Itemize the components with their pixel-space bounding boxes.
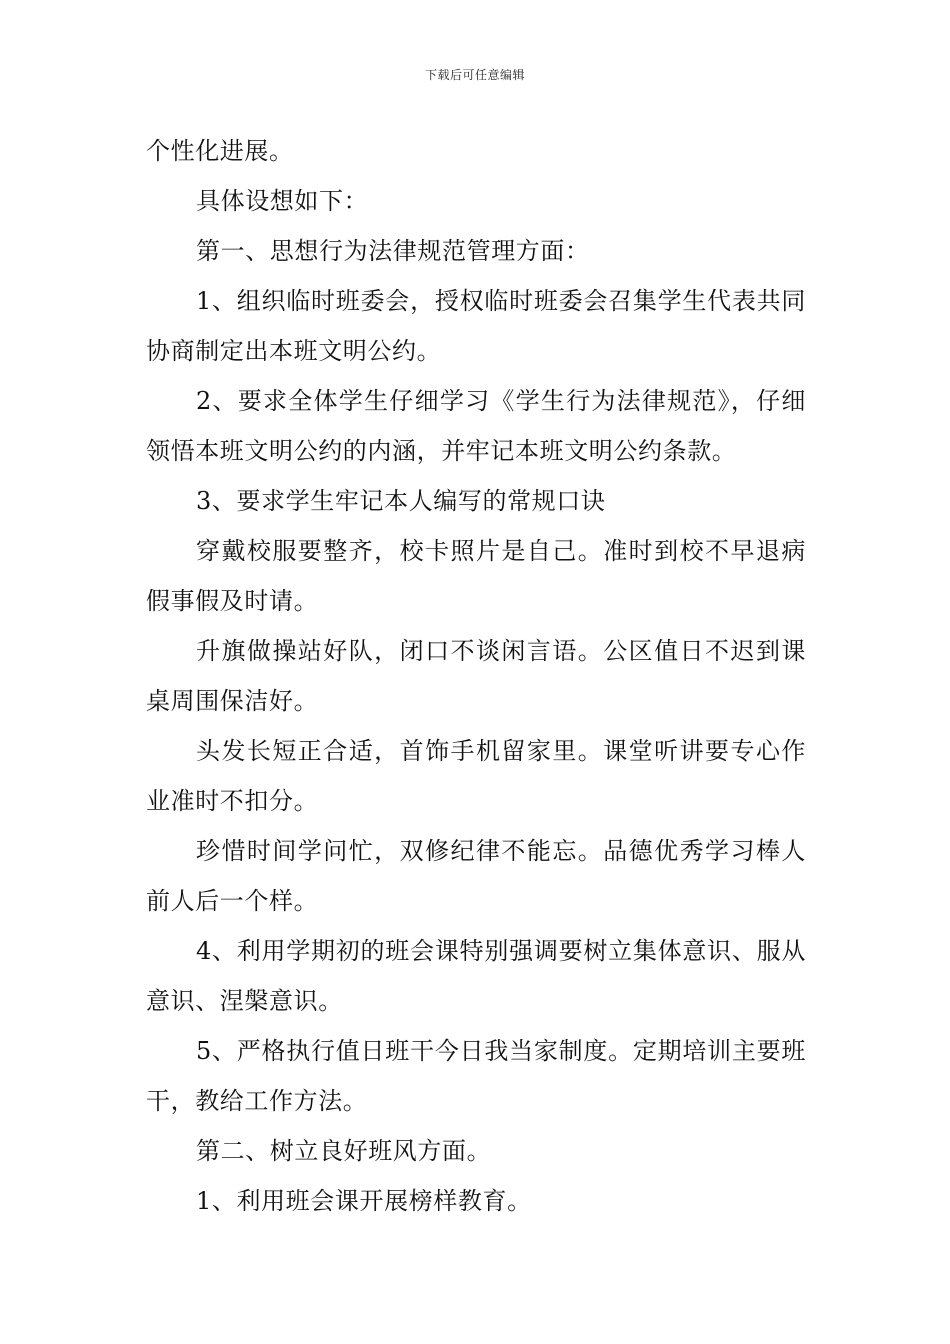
document-body [146,126,806,1226]
paragraph: 5、严格执行值日班干今日我当家制度。定期培训主要班干，教给工作方法。 [146,1037,806,1115]
paragraph: 1、利用班会课开展榜样教育。 [196,1187,532,1215]
paragraph: 个性化进展。 [146,137,294,165]
page-header: 下载后可任意编辑 [424,68,525,82]
rhyme-paragraph: 头发长短正合适，首饰手机留家里。课堂听讲要专心作业准时不扣分。 [146,737,806,815]
rhyme-paragraph: 升旗做操站好队，闭口不谈闲言语。公区值日不迟到课桌周围保洁好。 [146,637,806,715]
section-heading: 第二、树立良好班风方面。 [196,1137,492,1165]
rhyme-paragraph: 珍惜时间学问忙，双修纪律不能忘。品德优秀学习棒人前人后一个样。 [146,837,806,915]
section-heading: 第一、思想行为法律规范管理方面： [196,237,590,265]
rhyme-paragraph: 穿戴校服要整齐，校卡照片是自己。准时到校不早退病假事假及时请。 [146,537,806,615]
paragraph: 具体设想如下： [196,187,369,215]
paragraph: 2、要求全体学生仔细学习《学生行为法律规范》，仔细领悟本班文明公约的内涵，并牢记本班文明公约条款。 [146,387,806,465]
paragraph: 1、组织临时班委会，授权临时班委会召集学生代表共同协商制定出本班文明公约。 [146,287,806,365]
paragraph: 3、要求学生牢记本人编写的常规口诀 [196,487,606,515]
paragraph: 4、利用学期初的班会课特别强调要树立集体意识、服从意识、涅槃意识。 [146,937,806,1015]
